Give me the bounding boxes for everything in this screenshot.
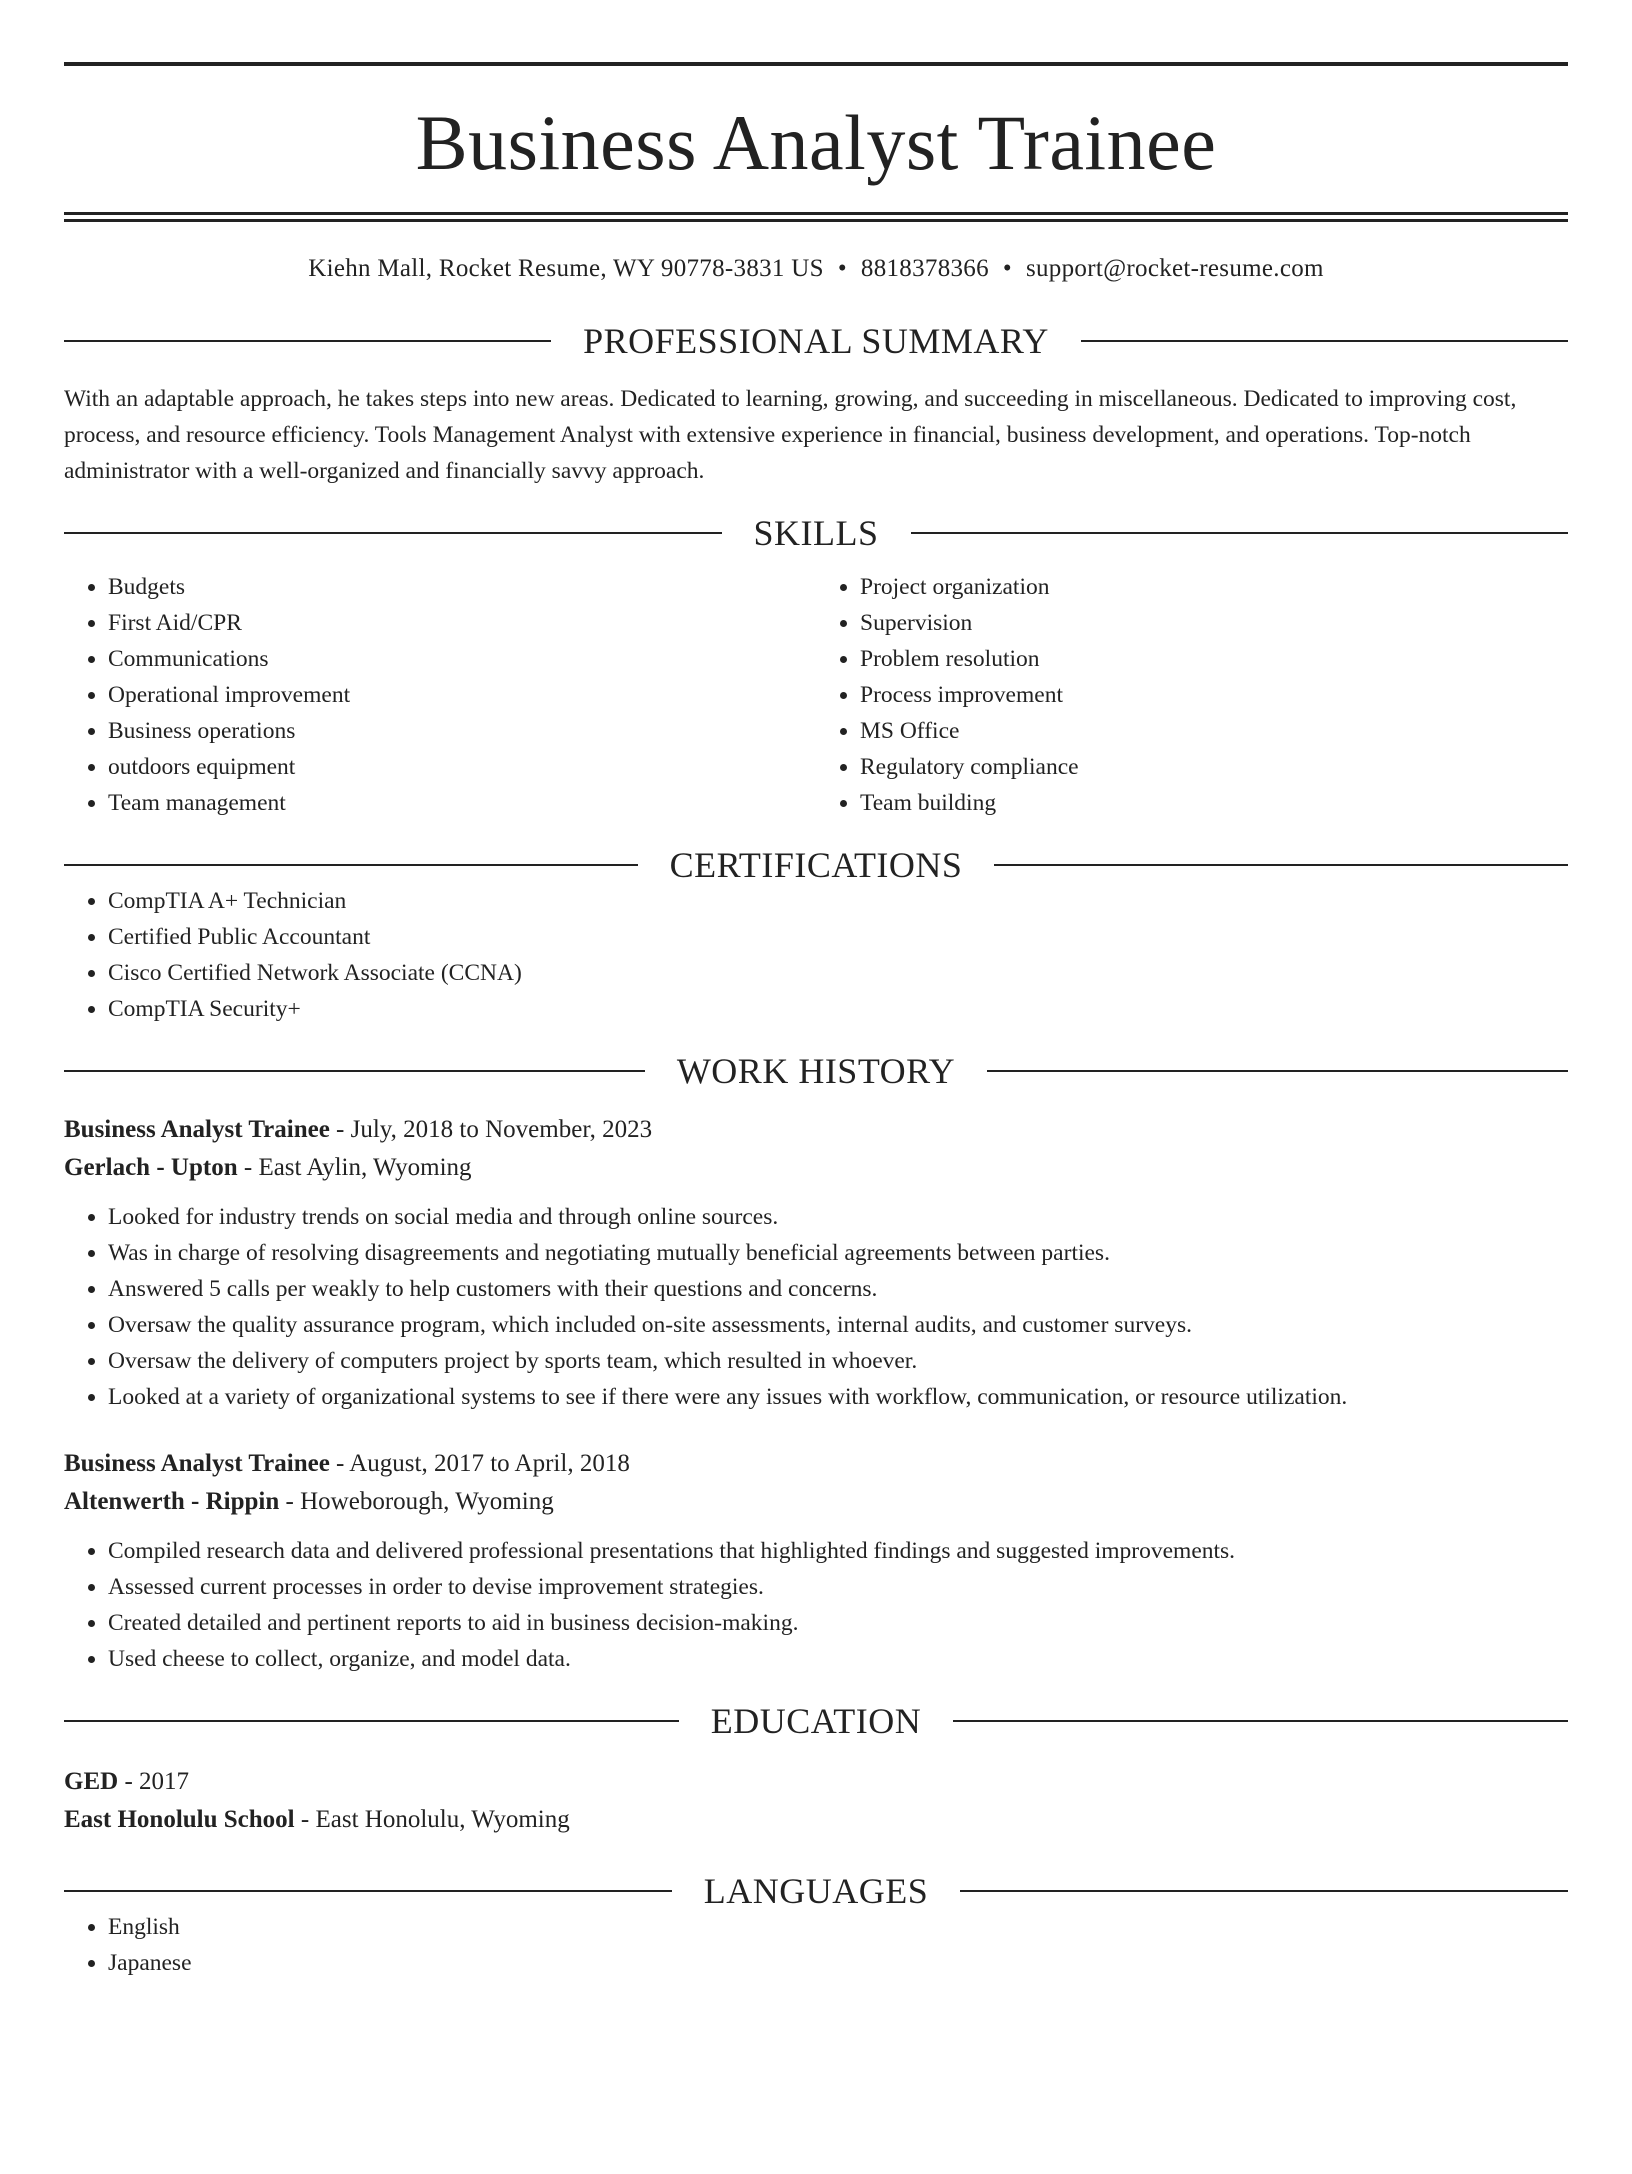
job-entry	[64, 1445, 1568, 1677]
job-title-line: Business Analyst Trainee - July, 2018 to November, 2023	[64, 1116, 653, 1143]
list-item: • outdoors equipment	[108, 749, 816, 785]
job-company-line: Altenwerth - Rippin - Howeborough, Wyoming	[64, 1488, 554, 1515]
education-degree: GED	[64, 1768, 119, 1795]
certifications-list	[64, 883, 1568, 1027]
section-heading-certifications	[64, 847, 1568, 883]
job-title: Business Analyst Trainee	[64, 1450, 330, 1477]
contact-address: Kiehn Mall, Rocket Resume, WY 90778-3831 US	[308, 255, 824, 282]
list-item: • English	[108, 1909, 1568, 1945]
list-item: • Used cheese to collect, organize, and model data.	[108, 1641, 1568, 1677]
section-heading-skills	[64, 515, 1568, 551]
contact-line	[64, 255, 1568, 283]
contact-separator: •	[837, 255, 847, 282]
education-school-line: East Honolulu School - East Honolulu, Wyoming	[64, 1806, 570, 1833]
job-title-line: Business Analyst Trainee - August, 2017 to April, 2018	[64, 1450, 630, 1477]
skills-list-right	[816, 569, 1568, 821]
list-item: • Budgets	[108, 569, 816, 605]
resume-page	[0, 62, 1632, 2174]
list-item: • Answered 5 calls per weakly to help customers with their questions and concerns.	[108, 1271, 1568, 1307]
education-location: East Honolulu, Wyoming	[315, 1806, 570, 1833]
list-item: • Compiled research data and delivered professional presentations that highlighted findings and suggested improvements.	[108, 1533, 1568, 1569]
languages-list	[64, 1909, 1568, 1981]
contact-phone: 8818378366	[860, 255, 989, 282]
job-location: East Aylin, Wyoming	[258, 1154, 472, 1181]
list-item: • Team building	[860, 785, 1568, 821]
certifications-heading: CERTIFICATIONS	[669, 845, 963, 885]
title-double-rule	[64, 212, 1568, 215]
skills-heading: SKILLS	[753, 513, 879, 553]
list-item: • Created detailed and pertinent reports to aid in business decision-making.	[108, 1605, 1568, 1641]
section-heading-education	[64, 1703, 1568, 1739]
list-item: • Looked for industry trends on social media and through online sources.	[108, 1199, 1568, 1235]
job-company: Gerlach - Upton	[64, 1154, 238, 1181]
resume-title: Business Analyst Trainee	[415, 99, 1217, 186]
summary-text: With an adaptable approach, he takes steps into new areas. Dedicated to learning, growing, and succeeding in miscellaneous. Dedicated to improving cost, process, and resource efficiency. Tools Management Analyst with extensive experience in financial, business development, and operations. Top-notch administrator with a well-organized and financially savvy approach.	[64, 386, 1517, 484]
job-company: Altenwerth - Rippin	[64, 1488, 280, 1515]
job-dates: July, 2018 to November, 2023	[350, 1116, 653, 1143]
education-heading: EDUCATION	[710, 1701, 922, 1741]
list-item: • Communications	[108, 641, 816, 677]
skills-list-left	[64, 569, 816, 821]
work-heading: WORK HISTORY	[676, 1051, 956, 1091]
list-item: • Looked at a variety of organizational systems to see if there were any issues with workflow, communication, or resource utilization.	[108, 1379, 1568, 1415]
list-item: • Assessed current processes in order to devise improvement strategies.	[108, 1569, 1568, 1605]
education-year: 2017	[139, 1768, 190, 1795]
job-bullets	[64, 1199, 1568, 1415]
list-item: • Oversaw the quality assurance program, which included on-site assessments, internal audits, and customer surveys.	[108, 1307, 1568, 1343]
job-title: Business Analyst Trainee	[64, 1116, 330, 1143]
list-item: • Cisco Certified Network Associate (CCNA)	[108, 955, 1568, 991]
job-dates: August, 2017 to April, 2018	[349, 1450, 630, 1477]
languages-heading: LANGUAGES	[703, 1871, 929, 1911]
contact-separator: •	[1002, 255, 1012, 282]
list-item: • Operational improvement	[108, 677, 816, 713]
list-item: • CompTIA Security+	[108, 991, 1568, 1027]
list-item: • CompTIA A+ Technician	[108, 883, 1568, 919]
section-heading-work	[64, 1053, 1568, 1089]
job-entry	[64, 1111, 1568, 1415]
list-item: • Regulatory compliance	[860, 749, 1568, 785]
list-item: • MS Office	[860, 713, 1568, 749]
job-bullets	[64, 1533, 1568, 1677]
list-item: • First Aid/CPR	[108, 605, 816, 641]
list-item: • Problem resolution	[860, 641, 1568, 677]
education-degree-line: GED - 2017	[64, 1768, 190, 1795]
list-item: • Team management	[108, 785, 816, 821]
list-item: • Oversaw the delivery of computers project by sports team, which resulted in whoever.	[108, 1343, 1568, 1379]
list-item: • Business operations	[108, 713, 816, 749]
top-rule	[64, 62, 1568, 66]
list-item: • Japanese	[108, 1945, 1568, 1981]
job-location: Howeborough, Wyoming	[300, 1488, 554, 1515]
section-heading-summary	[64, 323, 1568, 359]
contact-email: support@rocket-resume.com	[1025, 255, 1324, 282]
job-company-line: Gerlach - Upton - East Aylin, Wyoming	[64, 1154, 472, 1181]
skills-grid	[64, 569, 1568, 821]
list-item: • Process improvement	[860, 677, 1568, 713]
list-item: • Supervision	[860, 605, 1568, 641]
list-item: • Was in charge of resolving disagreements and negotiating mutually beneficial agreements between parties.	[108, 1235, 1568, 1271]
education-school: East Honolulu School	[64, 1806, 295, 1833]
education-entry	[64, 1763, 1568, 1839]
list-item: • Project organization	[860, 569, 1568, 605]
list-item: • Certified Public Accountant	[108, 919, 1568, 955]
summary-heading: PROFESSIONAL SUMMARY	[583, 321, 1049, 361]
section-heading-languages	[64, 1873, 1568, 1909]
